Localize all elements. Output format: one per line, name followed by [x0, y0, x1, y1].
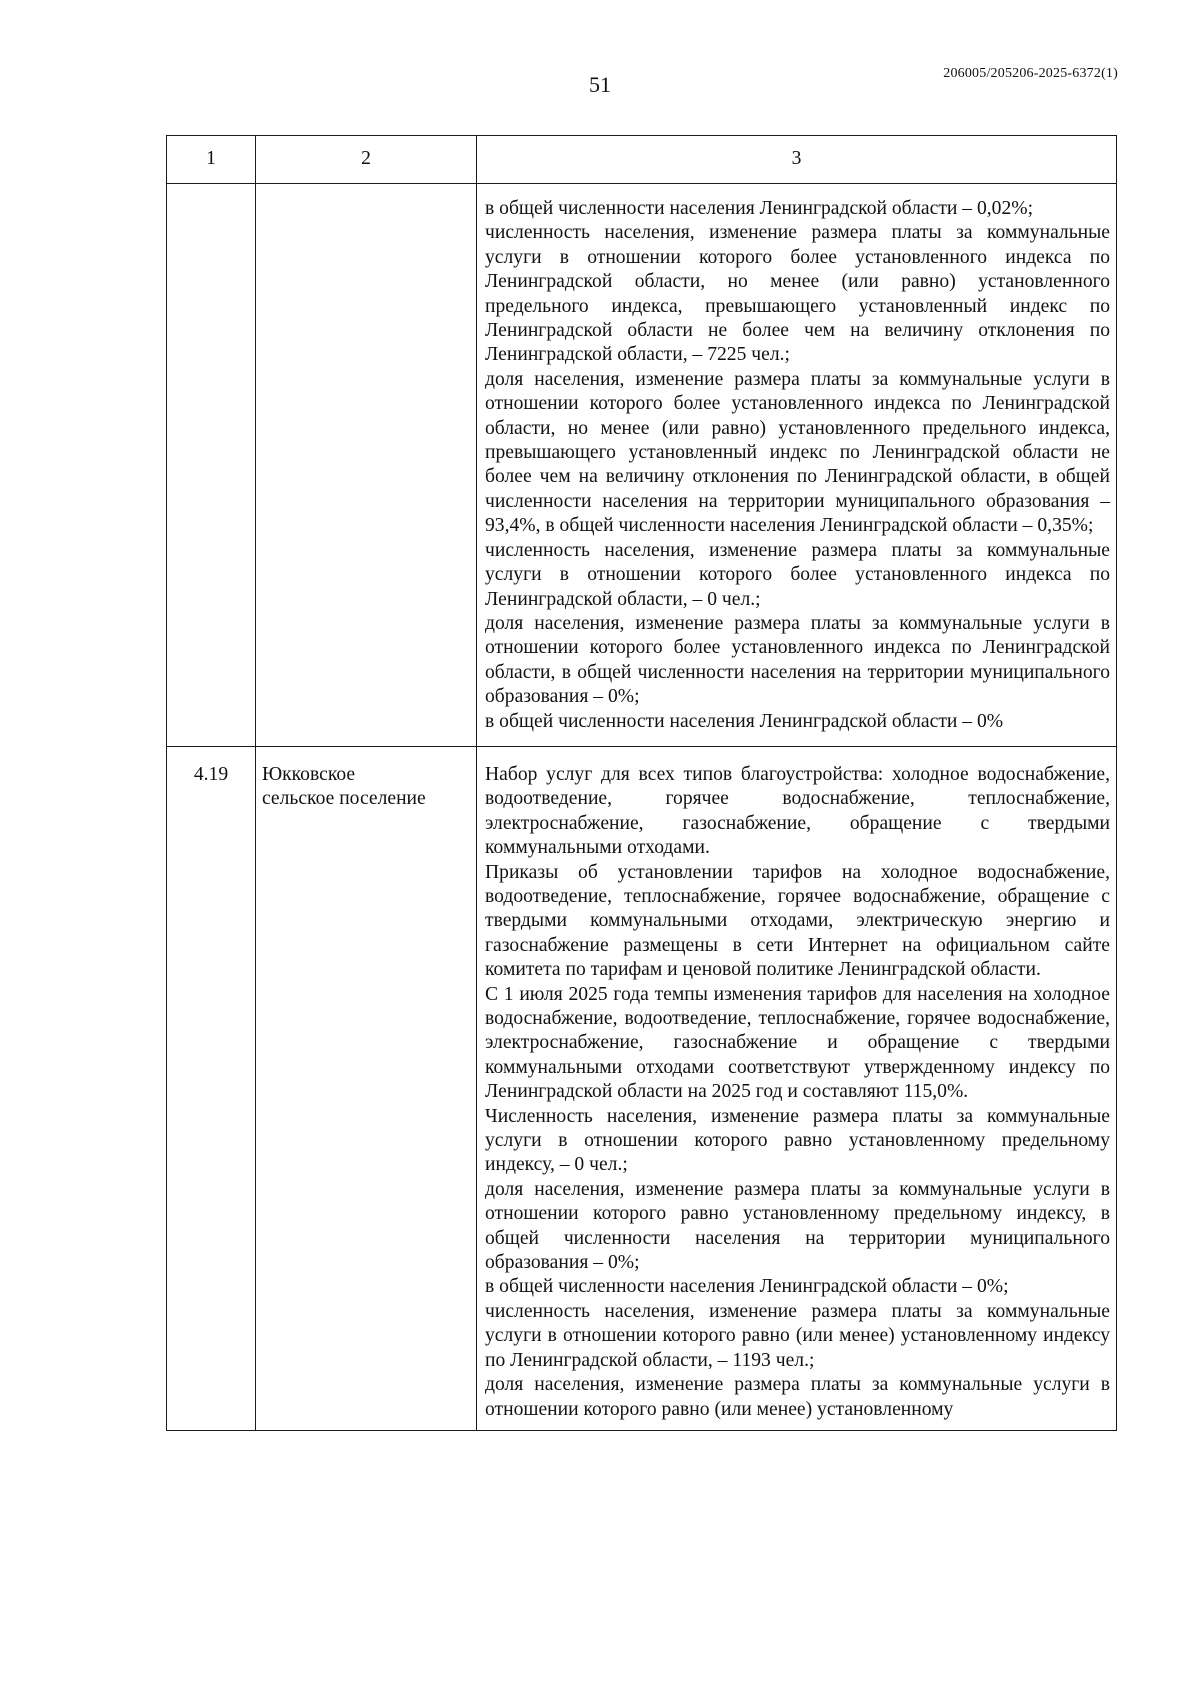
text-paragraph: численность населения, изменение размера платы за коммунальные услуги в отношении которого равно (или менее) установленному индексу по Ленинградской области, – 1193 чел.;: [485, 1300, 1110, 1371]
text-paragraph: в общей численности населения Ленинградской области – 0%: [485, 710, 1004, 732]
document-code: 206005/205206-2025-6372(1): [943, 66, 1118, 81]
text-paragraph: С 1 июля 2025 года темпы изменения тарифов для населения на холодное водоснабжение, водоотведение, теплоснабжение, горячее водоснабжение, электроснабжение, газоснабжение и обращение с твердыми коммунальными отходами соответствуют утвержденному индексу по Ленинградской области на 2025 год и составляют 115,0%.: [485, 983, 1110, 1103]
data-table: [166, 135, 1117, 1431]
text-paragraph: доля населения, изменение размера платы за коммунальные услуги в отношении которого равно установленному предельному индексу, в общей численности населения на территории муниципального образования – 0%;: [485, 1178, 1110, 1274]
page-number: 51: [589, 72, 611, 97]
row-text-cell: [477, 746, 1117, 1430]
text-paragraph: доля населения, изменение размера платы за коммунальные услуги в отношении которого более установленного индекса по Ленинградской области, но менее (или равно) установленного предельного индекса, превышающего установленный индекс по Ленинградской области не более чем на величину отклонения по Ленинградской области, в общей численности населения на территории муниципального образования – 93,4%, в общей численности населения Ленинградской области – 0,35%;: [485, 368, 1110, 537]
text-paragraph: в общей численности населения Ленинградской области – 0%;: [485, 1276, 1009, 1298]
continuation-name-cell: [256, 184, 477, 747]
text-paragraph: численность населения, изменение размера платы за коммунальные услуги в отношении которого более установленного индекса по Ленинградской области, – 0 чел.;: [485, 539, 1110, 610]
municipality-name: [256, 746, 477, 1430]
column-header-3: 3: [477, 136, 1117, 184]
text-paragraph: доля населения, изменение размера платы за коммунальные услуги в отношении которого более установленного индекса по Ленинградской области, в общей численности населения на территории муниципального образования – 0%;: [485, 612, 1110, 708]
row-number: 4.19: [167, 746, 256, 1430]
text-paragraph: в общей численности населения Ленинградской области – 0,02%;: [485, 198, 1034, 219]
text-paragraph: Численность населения, изменение размера платы за коммунальные услуги в отношении которого равно установленному предельному индексу, – 0 чел.;: [485, 1105, 1110, 1176]
continuation-number-cell: [167, 184, 256, 747]
text-paragraph: Набор услуг для всех типов благоустройства: холодное водоснабжение, водоотведение, горячее водоснабжение, теплоснабжение, электроснабжение, газоснабжение, обращение с твердыми коммунальными отходами.: [485, 763, 1110, 859]
municipality-name-line: сельское поселение: [262, 788, 426, 810]
continuation-row: [167, 184, 1117, 747]
text-paragraph: доля населения, изменение размера платы за коммунальные услуги в отношении которого равно (или менее) установленному: [485, 1374, 1110, 1420]
municipality-name-line: Юкковское: [262, 763, 356, 785]
table-header-row: [167, 136, 1117, 184]
column-header-2: 2: [256, 136, 477, 184]
text-paragraph: численность населения, изменение размера платы за коммунальные услуги в отношении которого более установленного индекса по Ленинградской области, но менее (или равно) установленного предельного индекса, превышающего установленный индекс по Ленинградской области не более чем на величину отклонения по Ленинградской области, – 7225 чел.;: [485, 222, 1110, 366]
continuation-text-cell: [477, 184, 1117, 747]
column-header-1: 1: [167, 136, 256, 184]
text-paragraph: Приказы об установлении тарифов на холодное водоснабжение, водоотведение, теплоснабжение, горячее водоснабжение, обращение с твердыми коммунальными отходами, электрическую энергию и газоснабжение размещены в сети Интернет на официальном сайте комитета по тарифам и ценовой политике Ленинградской области.: [485, 861, 1110, 981]
table-row: [167, 746, 1117, 1430]
